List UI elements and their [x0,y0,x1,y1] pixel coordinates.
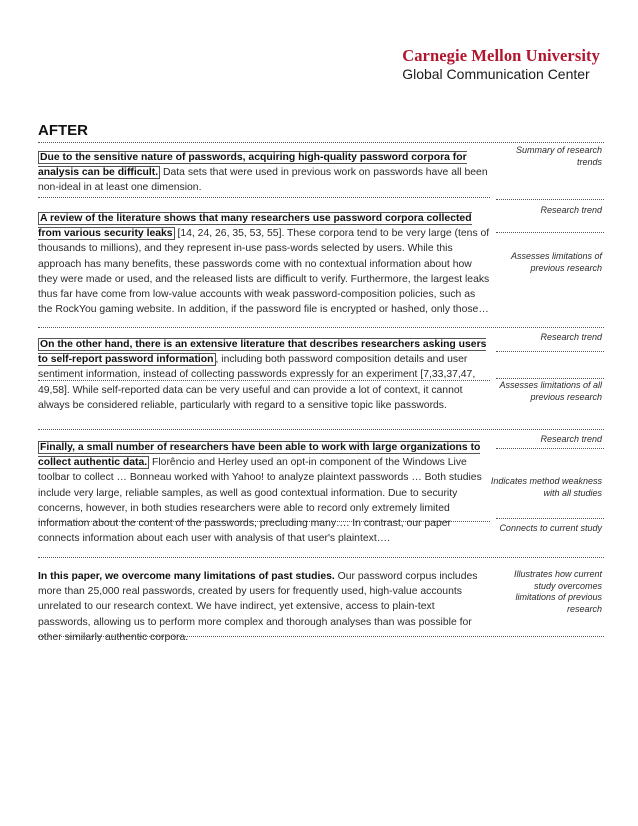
annotation-research-trend: Research trend [540,205,602,215]
paragraph-3-lead: On the other hand, there is an extensive literature that describes researchers asking users to self-report password information [38,339,487,366]
divider [38,142,604,143]
annotation-research-trend: Research trend [540,434,602,444]
paragraph-3-body: , including both password composition details and user sentiment information, instead of collecting passwords expressly for an experiment [7,33,37,47, 49,58]. While self-reported data can be very useful and can provide a lot of context, it cannot always be considered reliable, particularly with regard to a sensitive topic like passwords. [38,354,476,411]
paragraph-5-lead: In this paper, we overcome many limitations of past studies. [38,571,335,582]
annotation-summary: Summary of research trends [515,145,602,167]
divider [496,199,604,200]
divider [496,518,604,519]
divider [38,197,490,198]
annotation-connects-current: Connects to current study [499,523,602,533]
paragraph-4-lead: Finally, a small number of researchers have been able to work with large organizations to collect authentic data. [38,442,481,469]
paragraph-1-body: Data sets that were used in previous work on passwords have all been non-ideal in at least one dimension. [38,167,488,194]
divider [496,378,604,379]
paragraph-2 [38,211,490,317]
paragraph-4 [38,440,490,546]
paragraph-1-lead: Due to the sensitive nature of passwords, acquiring high-quality password corpora for analysis can be difficult. [38,152,467,179]
divider [38,429,604,430]
paragraph-4-body: Florêncio and Herley used an opt-in component of the Windows Live toolbar to collect … Bonneau worked with Yahoo! to analyze plaintext passwords … Both studies include very large, reliable samples, as well as good contextual information. Due to security concerns, however, in both studies researchers were able to record only extremely limited information about the content of the passwords, precluding many…. In contrast, our paper connects information about each user with analysis of that user's plaintext…. [38,457,482,545]
paragraph-1 [38,150,490,196]
paragraph-3 [38,337,490,413]
annotation-assesses-all-limitations: Assesses limitations of all previous research [499,380,602,402]
paragraph-2-body: [14, 24, 26, 35, 53, 55]. These corpora tend to be very large (tens of thousands to millions), and they represent in-use pass-words selected by users. While this approach has many benefits, these passwords come with no contextual information about how they were made or used, and the released lists are difficult to verify. Furthermore, the largest leaks thus far have come from low-value accounts with weak password-composition policies, such as the RockYou gaming website. In addition, if the password file is encrypted or hashed, only those… [38,228,490,316]
annotation-method-weakness: Indicates method weakness with all studies [490,476,602,498]
divider [496,448,604,449]
center-name: Global Communication Center [402,66,590,82]
divider [496,351,604,352]
paragraph-5 [38,569,490,645]
paragraph-2-lead: A review of the literature shows that many researchers use password corpora collected from various security leaks [38,213,472,240]
divider [496,232,604,233]
divider [38,327,604,328]
section-title: AFTER [38,122,88,139]
paragraph-5-body: Our password corpus includes more than 25,000 real passwords, created by users for frequently used, high-value accounts unrelated to our research context. We have indirect, yet extensive, access to plain-text passwords, allowing us to perform more complex and thorough analyses than was possible for other similarly authentic corpora. [38,571,478,643]
divider [38,557,604,558]
university-name: Carnegie Mellon University [402,46,600,65]
annotation-research-trend: Research trend [540,332,602,342]
annotation-assesses-limitations: Assesses limitations of previous research [510,251,602,273]
cmu-logo [402,46,600,82]
annotation-overcomes-limitations: Illustrates how current study overcomes limitations of previous research [513,569,602,614]
